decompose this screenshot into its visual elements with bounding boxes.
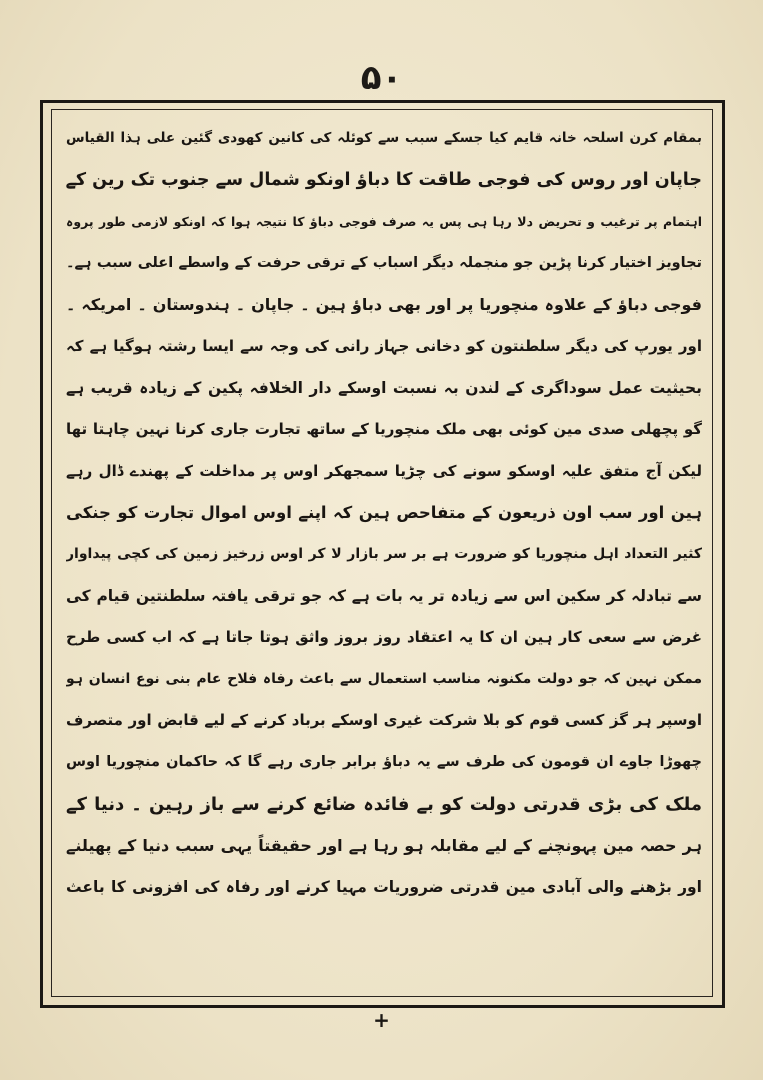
- text-line: سے تبادلہ کر سکین اس سے زیادہ تر یہ بات ہے کہ جو ترقی یافتہ سلطنتین قیام کی: [66, 586, 702, 605]
- footer-mark: +: [373, 1008, 390, 1032]
- text-line: گو پچھلی صدی مین کوئی بھی ملک منچوریا کے ساتھ تجارت جاری کرنا نہین چاہتا تھا: [66, 420, 702, 439]
- text-line: ممکن نہین کہ جو دولت مکنونہ مناسب استعمال سے باعث رفاہ فلاح عام بنی نوع انسان ہو: [66, 670, 702, 687]
- text-line: بمقام کرن اسلحہ خانہ قایم کیا جسکے سبب سے کوئلہ کی کانین کھودی گئین علی ہذا القیاس: [66, 130, 702, 146]
- text-line: کثیر التعداد اہل منچوریا کو ضرورت ہے بر سر بازار لا کر اوس زرخیز زمین کی کچی پیداوار: [66, 545, 702, 562]
- text-line: غرض سے سعی کار ہین ان کا یہ اعتقاد روز بروز واثق ہوتا جاتا ہے کہ اب کسی طرح: [66, 628, 702, 647]
- page-number: ۵۰: [360, 58, 403, 98]
- text-line: جاپان اور روس کی فوجی طاقت کا دباؤ اونکو شمال سے جنوب تک رین کے: [66, 169, 702, 190]
- text-line: لیکن آج متفق علیہ اوسکو سونے کی چڑیا سمجھکر اوس پر مداخلت کے پھندے ڈال رہے: [66, 461, 702, 480]
- text-line: فوجی دباؤ کے علاوہ منچوریا پر اور بھی دباؤ ہین ۔ جاپان ۔ ہندوستان ۔ امریکہ ۔: [66, 295, 702, 315]
- text-line: تجاویز اختیار کرنا پڑین جو منجملہ دیگر اسباب کے ترقی حرفت کے واسطے اعلی سبب ہے۔: [66, 254, 702, 271]
- body-text: [66, 118, 702, 994]
- text-line: چھوڑا جاوے ان قومون کی طرف سے یہ دباؤ برابر جاری رہے گا کہ حاکمان منچوریا اوس: [66, 753, 702, 770]
- text-line: بحیثیت عمل سوداگری کے لندن بہ نسبت اوسکے دار الخلافہ پکین کے زیادہ قریب ہے: [66, 378, 702, 397]
- text-line: اوسپر ہر گز کسی قوم کو بلا شرکت غیری اوسکے برباد کرنے کے لیے قابض اور متصرف: [66, 711, 702, 730]
- text-line: ملک کی بڑی قدرتی دولت کو بے فائدہ ضائع کرنے سے باز رہین ۔ دنیا کے: [66, 793, 702, 815]
- text-line: ہر حصہ مین پہونچنے کے لیے مقابلہ ہو رہا ہے اور حقیقتاً یہی سبب دنیا کے پھیلنے: [66, 836, 702, 856]
- text-line: اور بڑھنے والی آبادی مین قدرتی ضروریات مہیا کرنے اور رفاہ کی افزونی کا باعث: [66, 877, 702, 896]
- text-line: ہین اور سب اون ذریعون کے متفاحص ہین کہ اپنے اوس اموال تجارت کو جنکی: [66, 503, 702, 523]
- text-line: اور یورپ کی دیگر سلطنتون کو دخانی جہاز رانی کی وجہ سے ایسا رشتہ ہوگیا ہے کہ: [66, 336, 702, 355]
- text-line: اہتمام پر ترغیب و تحریض دلا رہا ہی پس یہ صرف فوجی دباؤ کا نتیجہ ہوا کہ اونکو لازمی طور پروہ: [66, 214, 702, 230]
